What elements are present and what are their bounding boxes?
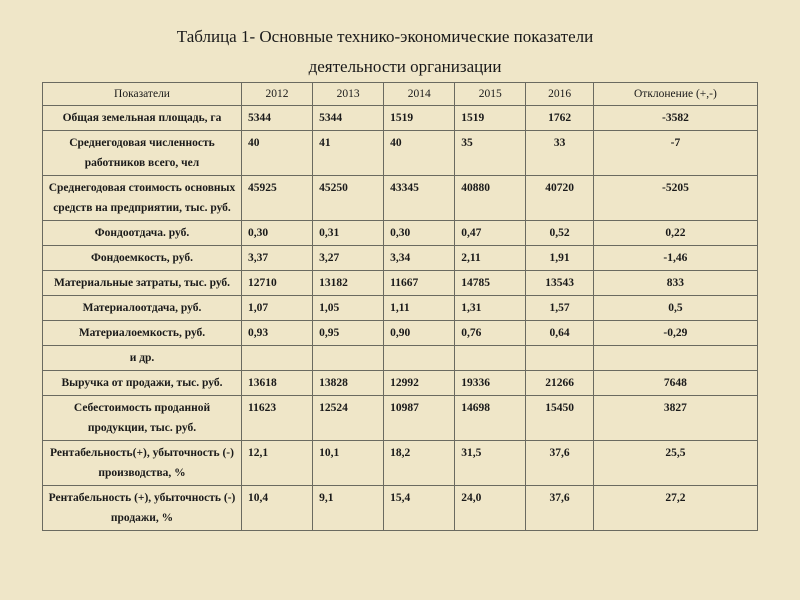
- cell-2015: [455, 346, 526, 371]
- row-label: Фондоотдача. руб.: [43, 221, 242, 246]
- row-label: Среднегодовая стоимость основных средств на предприятии, тыс. руб.: [43, 176, 242, 221]
- header-2013: 2013: [313, 83, 384, 106]
- title-line-1: Таблица 1- Основные технико-экономические показатели: [176, 27, 594, 46]
- cell-2015: 0,47: [455, 221, 526, 246]
- cell-2013: 0,31: [313, 221, 384, 246]
- cell-2012: 13618: [242, 371, 313, 396]
- cell-2013: 13182: [313, 271, 384, 296]
- header-2012: 2012: [242, 83, 313, 106]
- cell-deviation: 27,2: [593, 486, 757, 531]
- row-label: Материалоемкость, руб.: [43, 321, 242, 346]
- cell-2014: 12992: [384, 371, 455, 396]
- cell-2012: 10,4: [242, 486, 313, 531]
- cell-2015: 24,0: [455, 486, 526, 531]
- row-label: Среднегодовая численность работников всего, чел: [43, 131, 242, 176]
- cell-2014: 0,30: [384, 221, 455, 246]
- cell-2016: 33: [526, 131, 594, 176]
- title-line-2: деятельности организации: [308, 57, 502, 76]
- row-label: Материальные затраты, тыс. руб.: [43, 271, 242, 296]
- cell-2016: 37,6: [526, 441, 594, 486]
- cell-2014: 0,90: [384, 321, 455, 346]
- cell-2012: 5344: [242, 106, 313, 131]
- table-row: [43, 131, 758, 176]
- cell-2012: 3,37: [242, 246, 313, 271]
- table-row: [43, 176, 758, 221]
- cell-deviation: 25,5: [593, 441, 757, 486]
- cell-2016: 13543: [526, 271, 594, 296]
- cell-2015: 0,76: [455, 321, 526, 346]
- cell-2014: 18,2: [384, 441, 455, 486]
- table-row: [43, 106, 758, 131]
- indicators-table: [42, 82, 758, 531]
- header-2015: 2015: [455, 83, 526, 106]
- row-label: Выручка от продажи, тыс. руб.: [43, 371, 242, 396]
- cell-2012: 12,1: [242, 441, 313, 486]
- cell-2016: 40720: [526, 176, 594, 221]
- cell-2014: 40: [384, 131, 455, 176]
- table-row: [43, 321, 758, 346]
- header-2016: 2016: [526, 83, 594, 106]
- cell-deviation: -5205: [593, 176, 757, 221]
- cell-2013: [313, 346, 384, 371]
- cell-2012: 40: [242, 131, 313, 176]
- cell-2012: 45925: [242, 176, 313, 221]
- header-indicators: Показатели: [43, 83, 242, 106]
- header-deviation: Отклонение (+,-): [593, 83, 757, 106]
- cell-2015: 2,11: [455, 246, 526, 271]
- row-label: Общая земельная площадь, га: [43, 106, 242, 131]
- row-label: Материалоотдача, руб.: [43, 296, 242, 321]
- cell-2013: 0,95: [313, 321, 384, 346]
- cell-2016: 15450: [526, 396, 594, 441]
- cell-2013: 10,1: [313, 441, 384, 486]
- cell-2012: 1,07: [242, 296, 313, 321]
- cell-2015: 1519: [455, 106, 526, 131]
- header-row: [43, 83, 758, 106]
- cell-2012: 0,93: [242, 321, 313, 346]
- cell-2015: 14785: [455, 271, 526, 296]
- cell-2014: 1,11: [384, 296, 455, 321]
- cell-2014: 11667: [384, 271, 455, 296]
- cell-2014: 10987: [384, 396, 455, 441]
- cell-2016: 1,91: [526, 246, 594, 271]
- table-row: [43, 441, 758, 486]
- cell-deviation: [593, 346, 757, 371]
- cell-deviation: -3582: [593, 106, 757, 131]
- cell-2014: 15,4: [384, 486, 455, 531]
- cell-2016: [526, 346, 594, 371]
- cell-2015: 35: [455, 131, 526, 176]
- table-row: [43, 396, 758, 441]
- cell-2013: 3,27: [313, 246, 384, 271]
- table-row: [43, 221, 758, 246]
- row-label: Фондоемкость, руб.: [43, 246, 242, 271]
- cell-2012: 0,30: [242, 221, 313, 246]
- header-2014: 2014: [384, 83, 455, 106]
- cell-deviation: 0,22: [593, 221, 757, 246]
- cell-2014: 1519: [384, 106, 455, 131]
- row-label: и др.: [43, 346, 242, 371]
- row-label: Себестоимость проданной продукции, тыс. руб.: [43, 396, 242, 441]
- cell-2016: 37,6: [526, 486, 594, 531]
- cell-2014: 43345: [384, 176, 455, 221]
- cell-2015: 31,5: [455, 441, 526, 486]
- table-row: [43, 246, 758, 271]
- cell-2013: 45250: [313, 176, 384, 221]
- cell-2013: 13828: [313, 371, 384, 396]
- cell-2016: 0,52: [526, 221, 594, 246]
- table-row: [43, 371, 758, 396]
- table-row: [43, 486, 758, 531]
- cell-2014: 3,34: [384, 246, 455, 271]
- cell-2016: 1,57: [526, 296, 594, 321]
- page-title: [0, 22, 800, 82]
- cell-deviation: -1,46: [593, 246, 757, 271]
- cell-2013: 1,05: [313, 296, 384, 321]
- cell-2013: 5344: [313, 106, 384, 131]
- cell-deviation: 833: [593, 271, 757, 296]
- cell-2012: [242, 346, 313, 371]
- cell-2015: 19336: [455, 371, 526, 396]
- cell-2013: 9,1: [313, 486, 384, 531]
- table-row: [43, 271, 758, 296]
- cell-deviation: 3827: [593, 396, 757, 441]
- row-label: Рентабельность (+), убыточность (-) продажи, %: [43, 486, 242, 531]
- cell-2012: 11623: [242, 396, 313, 441]
- cell-2014: [384, 346, 455, 371]
- cell-2015: 1,31: [455, 296, 526, 321]
- cell-2016: 0,64: [526, 321, 594, 346]
- cell-2016: 1762: [526, 106, 594, 131]
- cell-2016: 21266: [526, 371, 594, 396]
- cell-deviation: 0,5: [593, 296, 757, 321]
- cell-2013: 12524: [313, 396, 384, 441]
- table-row: [43, 296, 758, 321]
- cell-2012: 12710: [242, 271, 313, 296]
- table-row: [43, 346, 758, 371]
- cell-deviation: 7648: [593, 371, 757, 396]
- cell-deviation: -0,29: [593, 321, 757, 346]
- row-label: Рентабельность(+), убыточность (-) производства, %: [43, 441, 242, 486]
- cell-deviation: -7: [593, 131, 757, 176]
- cell-2015: 14698: [455, 396, 526, 441]
- cell-2015: 40880: [455, 176, 526, 221]
- cell-2013: 41: [313, 131, 384, 176]
